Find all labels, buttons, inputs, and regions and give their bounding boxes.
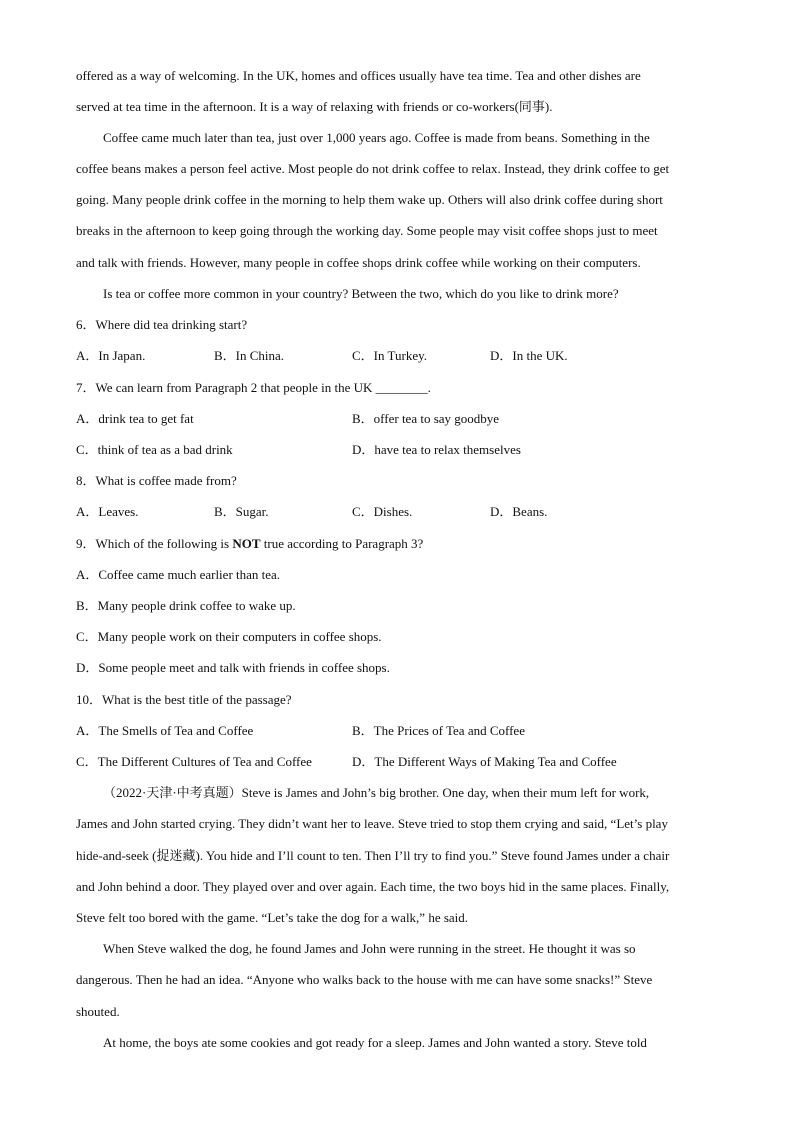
q10-option-d: D．The Different Ways of Making Tea and Coffee	[352, 754, 617, 769]
q9-stem-after: true according to Paragraph 3?	[260, 536, 424, 551]
q9-option-b: B．Many people drink coffee to wake up.	[76, 598, 296, 613]
q6-option-c: C．In Turkey.	[352, 348, 428, 363]
passage2-line: and John behind a door. They played over and over again. Each time, the two boys hid in the same places. Finally,	[76, 879, 670, 894]
passage-line: offered as a way of welcoming. In the UK, homes and offices usually have tea time. Tea and other dishes are	[76, 68, 641, 83]
passage-line: Is tea or coffee more common in your country? Between the two, which do you like to drink more?	[103, 286, 619, 301]
passage2-line: shouted.	[76, 1004, 120, 1019]
passage-line: Coffee came much later than tea, just over 1,000 years ago. Coffee is made from beans. Something in the	[103, 130, 650, 145]
passage2-line: At home, the boys ate some cookies and got ready for a sleep. James and John wanted a story. Steve told	[103, 1035, 647, 1050]
q8-option-a: A．Leaves.	[76, 504, 139, 519]
passage2-line: hide-and-seek (捉迷藏). You hide and I’ll count to ten. Then I’ll try to find you.” Steve found James under a chair	[76, 848, 670, 863]
q10-option-b: B．The Prices of Tea and Coffee	[352, 723, 525, 738]
passage2-line: James and John started crying. They didn’t want her to leave. Steve tried to stop them crying and said, “Let’s play	[76, 816, 668, 831]
q6-option-d: D．In the UK.	[490, 348, 568, 363]
question-7-stem: 7．We can learn from Paragraph 2 that people in the UK ________.	[76, 380, 431, 395]
q8-option-d: D．Beans.	[490, 504, 548, 519]
q6-option-a: A．In Japan.	[76, 348, 146, 363]
q8-option-b: B．Sugar.	[214, 504, 269, 519]
q6-option-b: B．In China.	[214, 348, 285, 363]
q9-stem-bold: NOT	[232, 536, 261, 551]
q10-option-a: A．The Smells of Tea and Coffee	[76, 723, 254, 738]
question-9-stem	[76, 536, 423, 552]
q8-option-c: C．Dishes.	[352, 504, 413, 519]
passage2-line: When Steve walked the dog, he found James and John were running in the street. He thought it was so	[103, 941, 636, 956]
q7-option-a: A．drink tea to get fat	[76, 411, 194, 426]
passage-line: breaks in the afternoon to keep going through the working day. Some people may visit coffee shops just to meet	[76, 223, 658, 238]
passage-line: coffee beans makes a person feel active. Most people do not drink coffee to relax. Instead, they drink coffee to get	[76, 161, 670, 176]
q9-option-a: A．Coffee came much earlier than tea.	[76, 567, 281, 582]
q7-option-c: C．think of tea as a bad drink	[76, 442, 233, 457]
q7-option-d: D．have tea to relax themselves	[352, 442, 521, 457]
passage-line: served at tea time in the afternoon. It is a way of relaxing with friends or co-workers(同事).	[76, 99, 553, 114]
passage-line: going. Many people drink coffee in the morning to help them wake up. Others will also drink coffee during short	[76, 192, 663, 207]
q10-option-c: C．The Different Cultures of Tea and Coffee	[76, 754, 312, 769]
question-8-stem: 8．What is coffee made from?	[76, 473, 237, 488]
passage-line: and talk with friends. However, many people in coffee shops drink coffee while working on their computers.	[76, 255, 641, 270]
q9-option-d: D．Some people meet and talk with friends in coffee shops.	[76, 660, 390, 675]
passage2-line: Steve felt too bored with the game. “Let’s take the dog for a walk,” he said.	[76, 910, 469, 925]
q9-stem-before: 9．Which of the following is	[76, 536, 233, 551]
passage2-line: dangerous. Then he had an idea. “Anyone who walks back to the house with me can have some snacks!” Steve	[76, 972, 653, 987]
question-10-stem: 10．What is the best title of the passage?	[76, 692, 292, 707]
question-6-stem: 6．Where did tea drinking start?	[76, 317, 248, 332]
q7-option-b: B．offer tea to say goodbye	[352, 411, 500, 426]
q9-option-c: C．Many people work on their computers in coffee shops.	[76, 629, 382, 644]
passage2-line: （2022·天津·中考真题）Steve is James and John’s big brother. One day, when their mum left for work,	[103, 785, 650, 800]
